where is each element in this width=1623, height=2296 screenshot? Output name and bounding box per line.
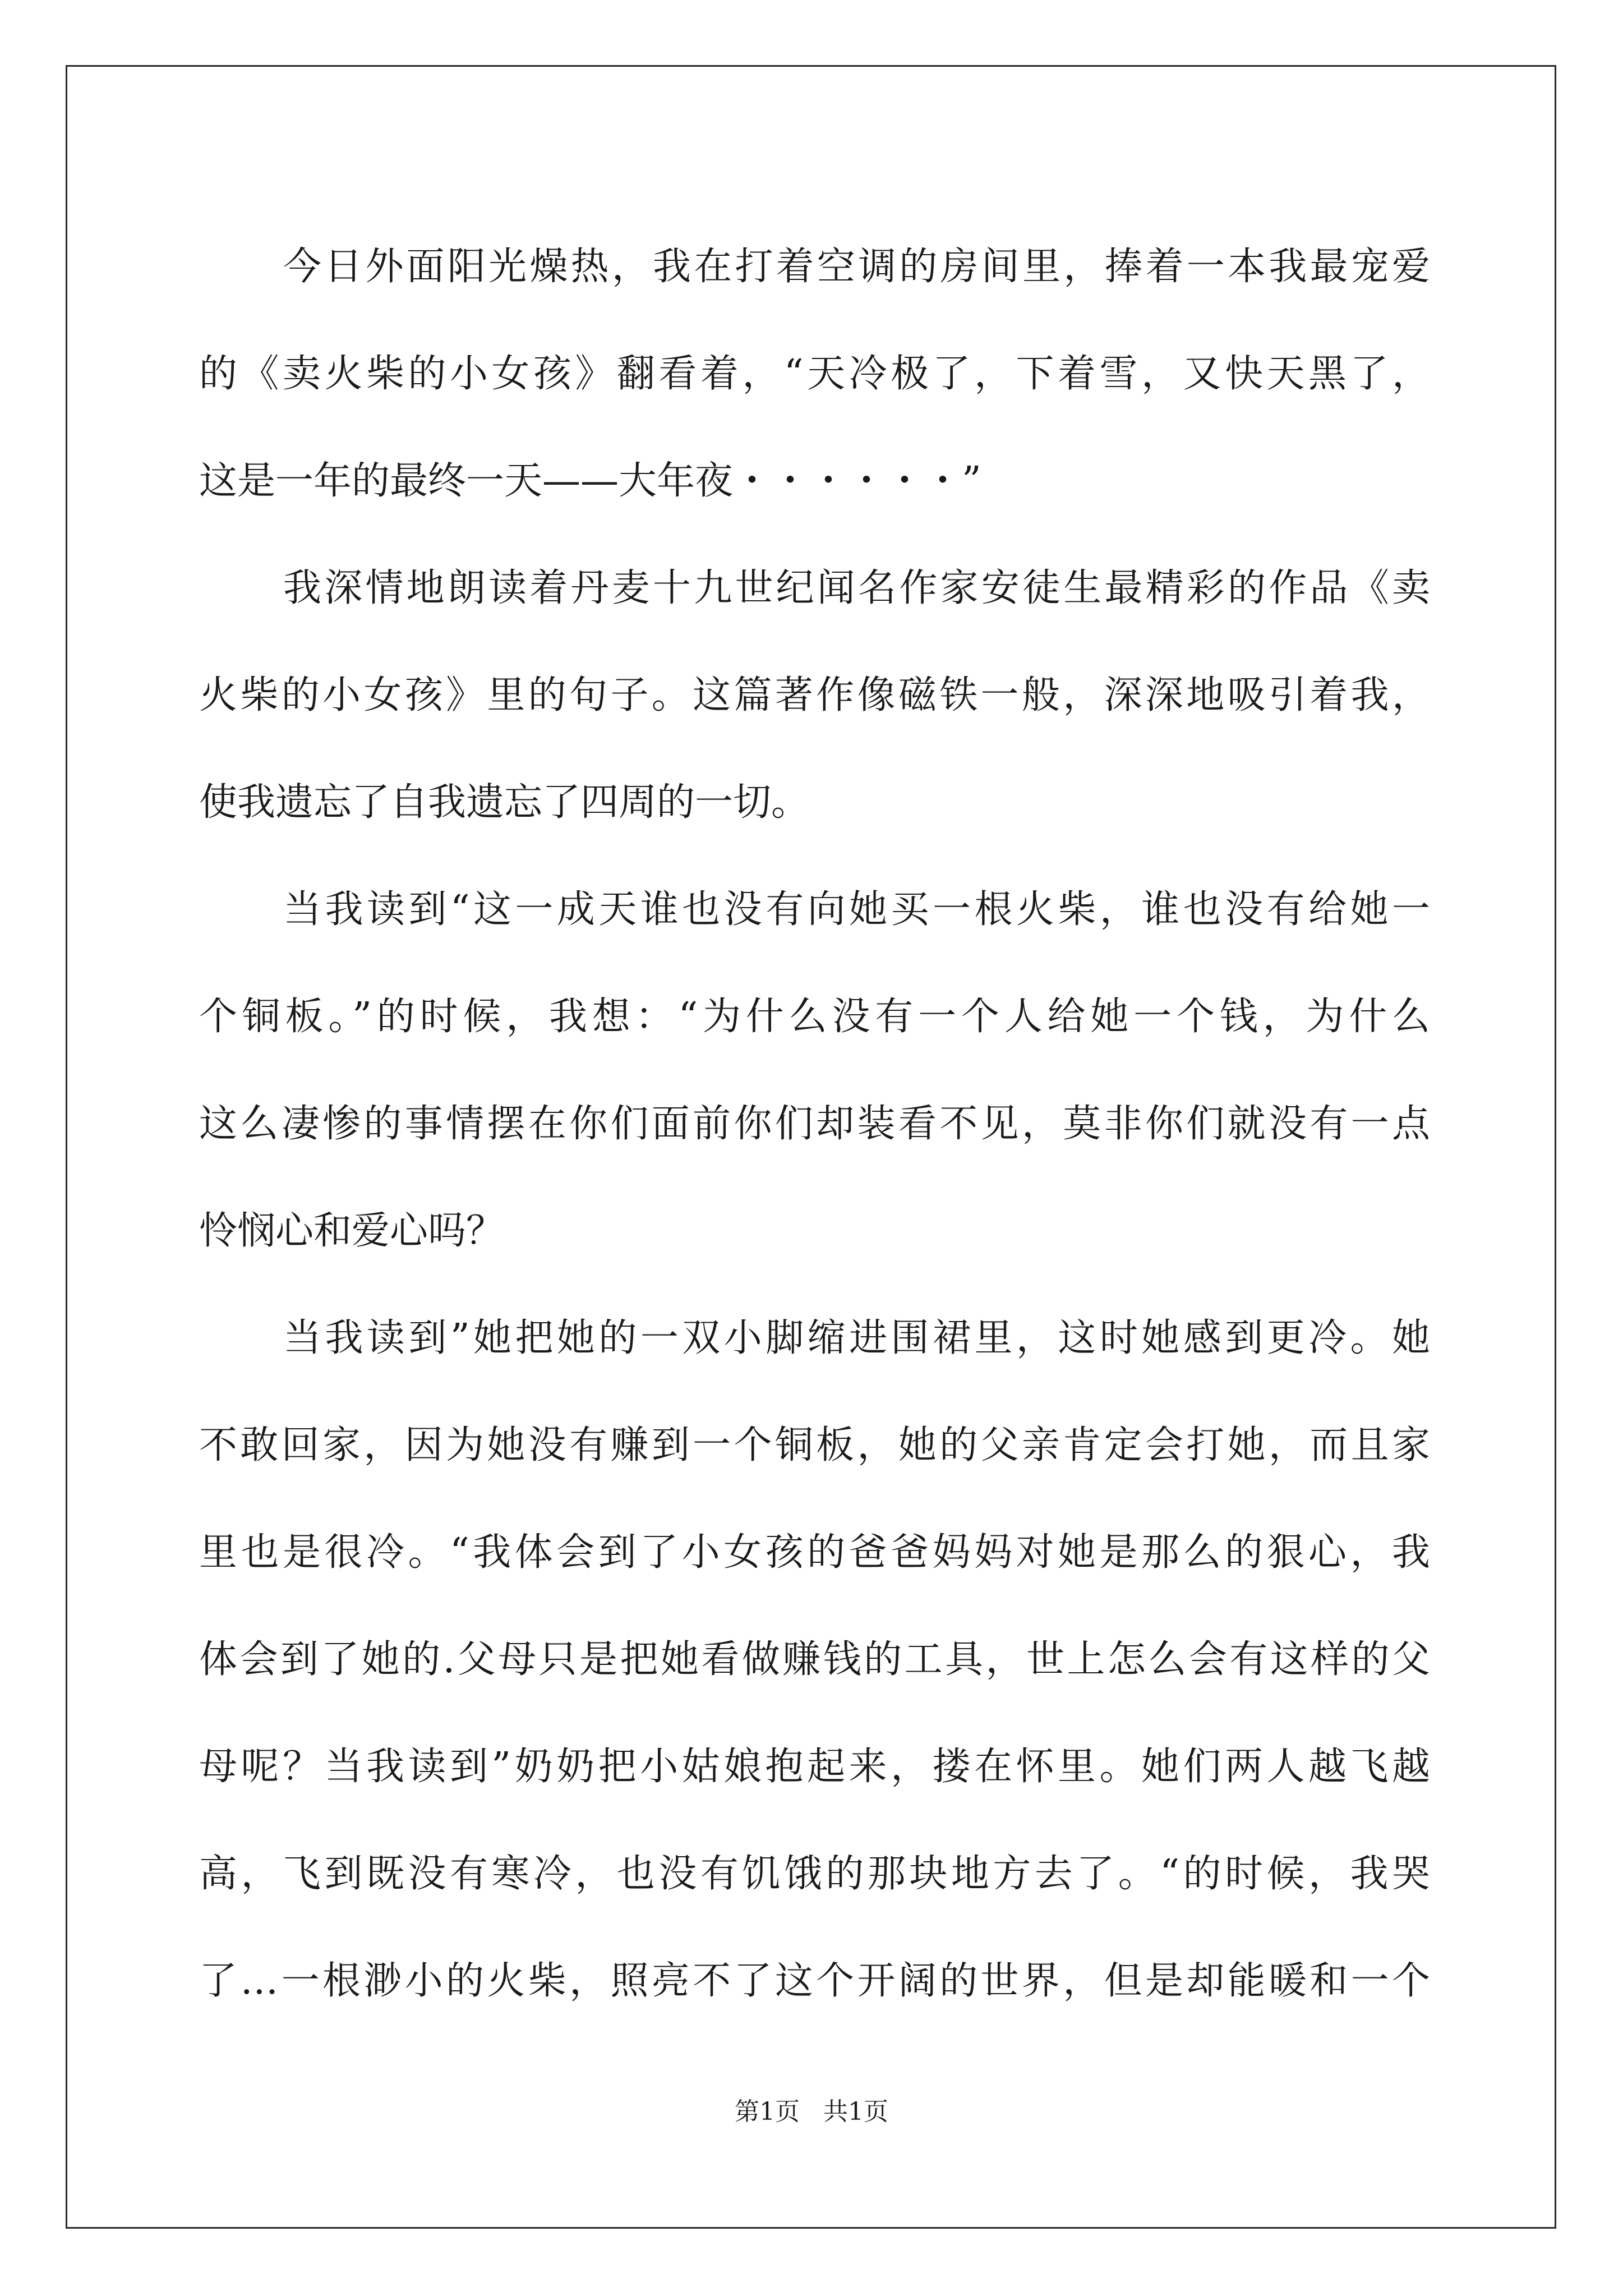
text-line: 体会到了她的.父母只是把她看做赚钱的工具，世上怎么会有这样的父 [199, 1637, 1430, 1682]
text-line: 当我读到”她把她的一双小脚缩进围裙里，这时她感到更冷。她 [283, 1316, 1430, 1360]
text-line: 当我读到“这一成天谁也没有向她买一根火柴，谁也没有给她一 [283, 887, 1430, 932]
text-line: 使我遗忘了自我遗忘了四周的一切。 [199, 780, 810, 825]
text-line: 里也是很冷。“我体会到了小女孩的爸爸妈妈对她是那么的狠心，我 [199, 1530, 1430, 1575]
text-line: 个铜板。”的时候，我想：“为什么没有一个人给她一个钱，为什么 [199, 995, 1430, 1039]
document-body [199, 213, 1430, 2035]
text-line: 不敢回家，因为她没有赚到一个铜板，她的父亲肯定会打她，而且家 [199, 1423, 1430, 1467]
text-line: 的《卖火柴的小女孩》翻看着，“天冷极了，下着雪，又快天黑了， [199, 352, 1430, 396]
text-line: 这是一年的最终一天——大年夜・・・・・・” [199, 459, 981, 503]
page-number: 第1页 共1页 [735, 2097, 888, 2126]
text-line: 了…一根渺小的火柴，照亮不了这个开阔的世界，但是却能暖和一个 [199, 1959, 1430, 2003]
text-line: 火柴的小女孩》里的句子。这篇著作像磁铁一般，深深地吸引着我， [199, 673, 1430, 717]
text-line: 我深情地朗读着丹麦十九世纪闻名作家安徒生最精彩的作品《卖 [283, 566, 1430, 610]
text-line: 怜悯心和爱心吗？ [199, 1209, 505, 1253]
text-line: 今日外面阳光燥热，我在打着空调的房间里，捧着一本我最宠爱 [283, 245, 1430, 289]
text-line: 高，飞到既没有寒冷，也没有饥饿的那块地方去了。“的时候，我哭 [199, 1852, 1430, 1896]
page-footer [0, 2095, 1623, 2129]
text-line: 这么凄惨的事情摆在你们面前你们却装看不见，莫非你们就没有一点 [199, 1102, 1430, 1146]
text-line: 母呢？当我读到”奶奶把小姑娘抱起来，搂在怀里。她们两人越飞越 [199, 1745, 1430, 1789]
